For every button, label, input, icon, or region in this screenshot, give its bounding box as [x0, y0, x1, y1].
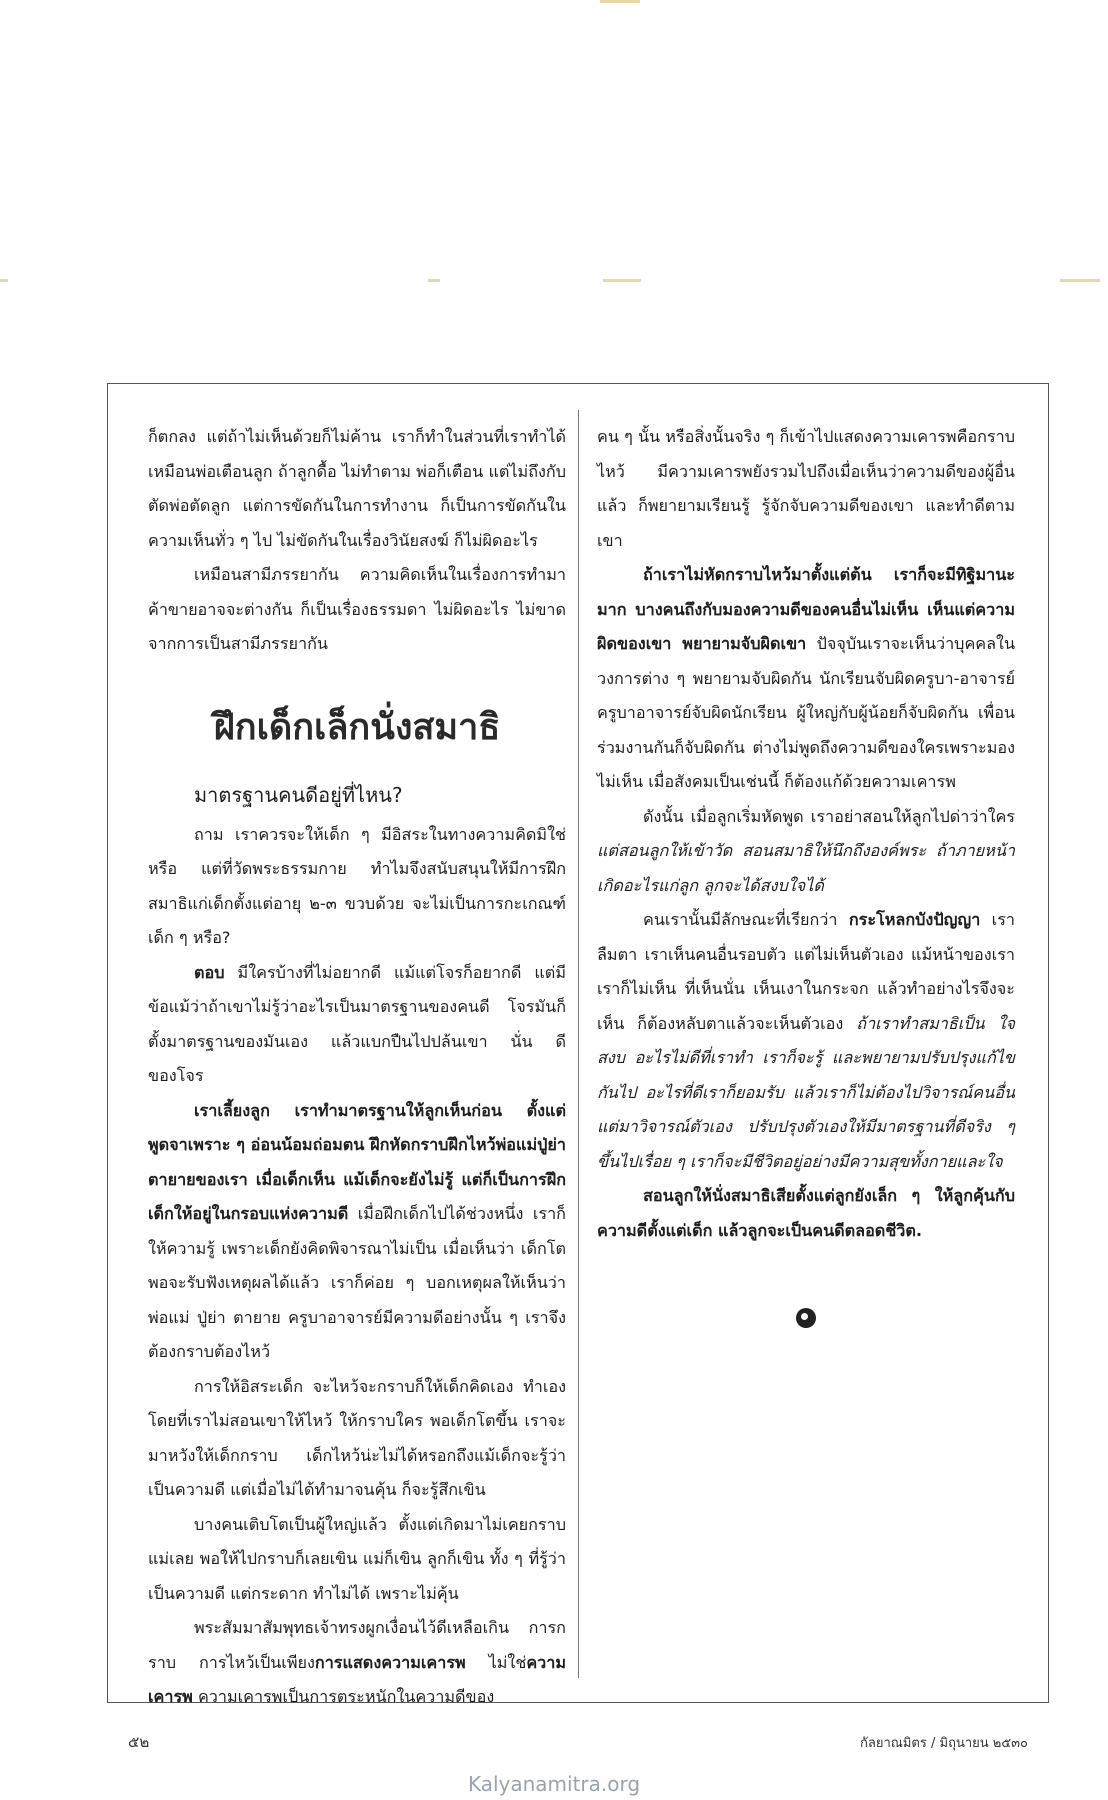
paragraph [148, 1094, 566, 1370]
paragraph: บางคนเติบโตเป็นผู้ใหญ่แล้ว ตั้งแต่เกิดมาไม่เคยกราบแม่เลย พอให้ไปกราบก็เลยเขิน แม่ก็เขิน ลูกก็เขิน ทั้ง ๆ ที่รู้ว่าเป็นความดี แต่กระดาก ทำไม่ได้ เพราะไม่คุ้น [148, 1514, 566, 1603]
registration-mark [600, 0, 640, 3]
emphasis-text: การแสดงความเคารพ [314, 1652, 466, 1672]
italic-text: ถ้าเราทำสมาธิเป็น ใจสงบ อะไรไม่ดีที่เราทำ เราก็จะรู้ และพยายามปรับปรุงแก้ไขกันไป อะไรที่ดีเราก็ยอมรับ แล้วเราก็ไม่ต้องไปวิจารณ์คนอื่น แต่มาวิจารณ์ตัวเอง ปรับปรุงตัวเองให้มีมาตรฐานที่ดีจริง ๆ ขึ้นไปเรื่อย ๆ เราก็จะมีชีวิตอยู่อย่างมีความสุขทั้งกายและใจ [597, 1013, 1015, 1171]
publication-footer: กัลยาณมิตร / มิถุนายน ๒๕๓๐ [860, 1736, 1028, 1751]
end-of-article-icon [796, 1308, 816, 1328]
paragraph-text: ปัจจุบันเราจะเห็นว่าบุคคลในวงการต่าง ๆ พยายามจับผิดกัน นักเรียนจับผิดครูบา-อาจารย์ ครูบาอาจารย์จับผิดนักเรียน ผู้ใหญ่กับผู้น้อยก็จับผิดกัน เพื่อนร่วมงานกันก็จับผิดกัน ต่างไม่พูดถึงความดีของใครเพราะมองไม่เห็น เมื่อสังคมเป็นเช่นนี้ ก็ต้องแก้ด้วยความเคารพ [597, 634, 1016, 791]
paragraph: ก็ตกลง แต่ถ้าไม่เห็นด้วยก็ไม่ค้าน เราก็ทำในส่วนที่เราทำได้ เหมือนพ่อเตือนลูก ถ้าลูกดื้อ ไม่ทำตาม พ่อก็เตือน แต่ไม่ถึงกับตัดพ่อตัดลูก แต่การขัดกันในการทำงาน ก็เป็นการขัดกันในความเห็นทั่ว ๆ ไป ไม่ขัดกันในเรื่องวินัยสงฆ์ ก็ไม่ผิดอะไร [148, 427, 566, 550]
paragraph [597, 558, 1015, 800]
paragraph-text: เราลืมตา เราเห็นคนอื่นรอบตัว แต่ไม่เห็นตัวเอง แม้หน้าของเราเราก็ไม่เห็น ที่เห็นนั่น เห็นเงาในกระจก แล้วทำอย่างไรจึงจะเห็น ก็ต้องหลับตาแล้วจะเห็นตัวเอง [597, 910, 1015, 1033]
paragraph [148, 1611, 566, 1715]
paragraph: การให้อิสระเด็ก จะไหว้จะกราบก็ให้เด็กคิดเอง ทำเองโดยที่เราไม่สอนเขาให้ไหว้ ให้กราบใคร พอเด็กโตขึ้น เราจะมาหวังให้เด็กกราบ เด็กไหว้น่ะไม่ได้หรอกถึงแม้เด็กจะรู้ว่าเป็นความดี แต่เมื่อไม่ได้ทำมาจนคุ้น ก็จะรู้สึกเขิน [148, 1376, 566, 1499]
closing-paragraph: สอนลูกให้นั่งสมาธิเสียตั้งแต่ลูกยังเล็ก ๆ ให้ลูกคุ้นกับความดีตั้งแต่เด็ก แล้วลูกจะเป็นคนดีตลอดชีวิต. [597, 1186, 1015, 1240]
left-column [148, 420, 566, 1715]
registration-mark [0, 279, 8, 282]
column-divider [578, 410, 579, 1678]
registration-mark [1060, 279, 1100, 282]
article-subheading: มาตรฐานคนดีอยู่ที่ไหน? [194, 782, 403, 807]
answer-paragraph [148, 956, 566, 1094]
emphasis-text: เราเลี้ยงลูก เราทำมาตรฐานให้ลูกเห็นก่อน ตั้งแต่พูดจาเพราะ ๆ อ่อนน้อมถ่อมตน ฝึกหัดกราบฝึกไหว้พ่อแม่ปู่ย่า ตายายของเรา เมื่อเด็กเห็น แม้เด็กจะยังไม่รู้ แต่ก็เป็นการฝึกเด็กให้อยู่ในกรอบแห่งความดี [148, 1100, 566, 1223]
paragraph-text: ความเคารพเป็นการตระหนักในความดีของ [192, 1687, 495, 1706]
paragraph-text: ไม่ใช่ [465, 1652, 527, 1672]
page-number: ๕๒ [128, 1733, 150, 1751]
emphasis-text: ความเคารพ [148, 1652, 566, 1706]
paragraph-text: พระสัมมาสัมพุทธเจ้าทรงผูกเงื่อนไว้ดีเหลือเกิน การกราบ การไหว้เป็นเพียง [148, 1618, 566, 1672]
paragraph: คน ๆ นั้น หรือสิ่งนั้นจริง ๆ ก็เข้าไปแสดงความเคารพคือกราบไหว้ มีความเคารพยังรวมไปถึงเมื่อเห็นว่าความดีของผู้อื่นแล้ว ก็พยายามเรียนรู้ รู้จักจับความดีของเขา และทำดีตามเขา [597, 427, 1015, 550]
italic-text: แต่สอนลูกให้เข้าวัด สอนสมาธิให้นึกถึงองค์พระ ถ้าภายหน้าเกิดอะไรแก่ลูก ลูกจะได้สงบใจได้ [597, 841, 1015, 895]
registration-mark [603, 279, 641, 282]
emphasis-text: กระโหลกบังปัญญา [848, 910, 981, 929]
paragraph: เหมือนสามีภรรยากัน ความคิดเห็นในเรื่องการทำมาค้าขายอาจจะต่างกัน ก็เป็นเรื่องธรรมดา ไม่ผิดอะไร ไม่ขาดจากการเป็นสามีภรรยากัน [148, 565, 566, 653]
answer-label: ตอบ [194, 962, 225, 982]
paragraph-text: ดังนั้น เมื่อลูกเริ่มหัดพูด เราอย่าสอนให้ลูกไปด่าว่าใคร [643, 806, 1015, 826]
emphasis-text: ถ้าเราไม่หัดกราบไหว้มาตั้งแต่ต้น เราก็จะมีทิฐิมานะมาก บางคนถึงกับมองความดีของคนอื่นไม่เห็น เห็นแต่ความผิดของเขา พยายามจับผิดเขา [597, 565, 1015, 653]
registration-mark [428, 279, 440, 282]
paragraph [597, 800, 1015, 904]
paragraph-text: คนเรานั้นมีลักษณะที่เรียกว่า [643, 910, 849, 929]
watermark: Kalyanamitra.org [467, 1772, 641, 1796]
paragraph-text: เมื่อฝึกเด็กไปได้ช่วงหนึ่ง เราก็ให้ความรู้ เพราะเด็กยังคิดพิจารณาไม่เป็น เมื่อเห็นว่า เด็กโตพอจะรับฟังเหตุผลได้แล้ว เราก็ค่อย ๆ บอกเหตุผลให้เห็นว่า พ่อแม่ ปู่ย่า ตายาย ครูบาอาจารย์มีความดีอย่างนั้น ๆ เราจึงต้องกราบต้องไหว้ [148, 1204, 566, 1361]
right-column [597, 420, 1015, 1248]
paragraph-text: มีใครบ้างที่ไม่อยากดี แม้แต่โจรก็อยากดี แต่มีข้อแม้ว่าถ้าเขาไม่รู้ว่าอะไรเป็นมาตรฐานของคนดี โจรมันก็ตั้งมาตรฐานของมันเอง แล้วแบกปืนไปปล้นเขา นั่น ดีของโจร [148, 962, 566, 1085]
paragraph [597, 903, 1015, 1179]
article-heading: ฝึกเด็กเล็กนั่งสมาธิ [213, 706, 501, 748]
question-paragraph: ถาม เราควรจะให้เด็ก ๆ มีอิสระในทางความคิดมิใช่หรือ แต่ที่วัดพระธรรมกาย ทำไมจึงสนับสนุนให้มีการฝึกสมาธิแก่เด็กตั้งแต่อายุ ๒-๓ ขวบด้วย จะไม่เป็นการกะเกณฑ์เด็ก ๆ หรือ? [148, 824, 566, 947]
